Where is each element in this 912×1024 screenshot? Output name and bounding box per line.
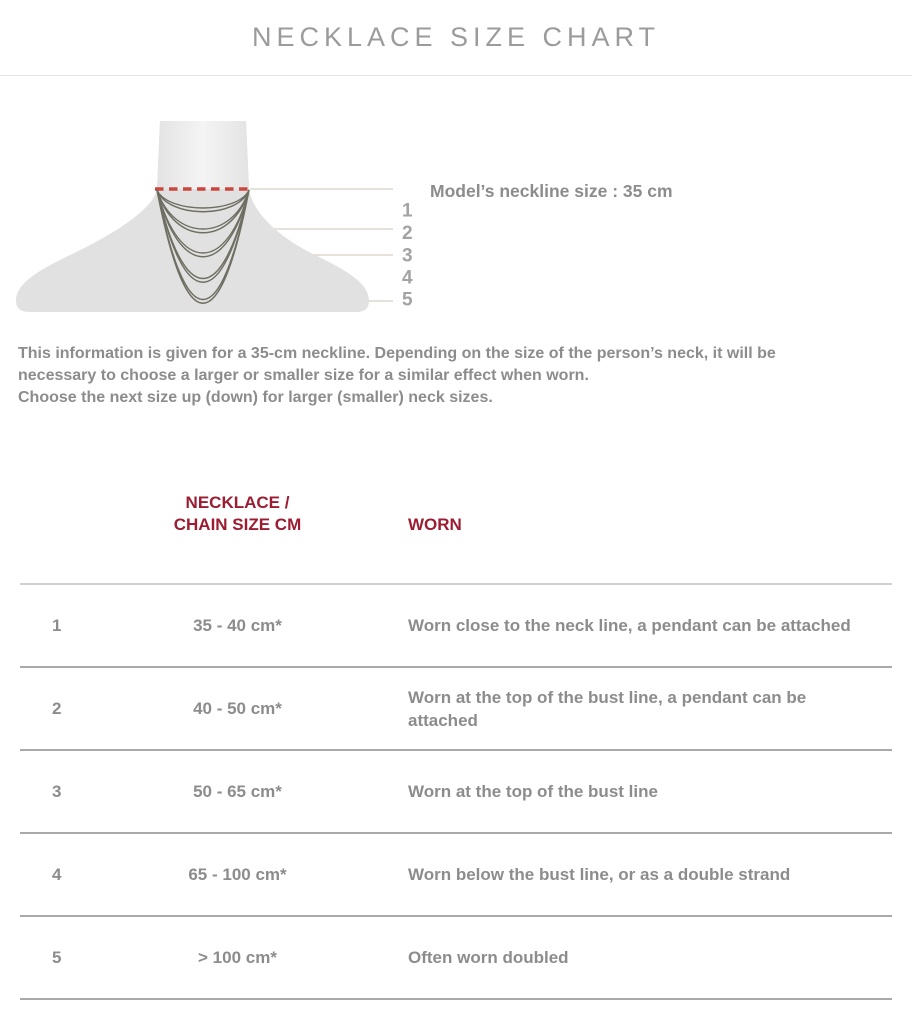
page-title: NECKLACE SIZE CHART [251,22,661,52]
neck-highlight [157,121,249,189]
row-size: 40 - 50 cm* [193,698,282,718]
table-header [20,492,892,536]
intro-line-3: Choose the next size up (down) for larger (smaller) neck sizes. [18,389,493,406]
intro-paragraph [18,343,894,409]
page-header [0,0,912,76]
table-row [20,585,892,668]
row-number: 1 [52,615,62,635]
row-worn: Worn below the bust line, or as a double strand [408,865,791,884]
row-worn: Often worn doubled [408,948,569,967]
row-worn: Worn at the top of the bust line [408,782,658,801]
diagram-size-numbers [402,201,413,311]
diagram-number-1: 1 [402,200,413,222]
diagram-number-2: 2 [402,223,413,244]
model-neckline-label: Model’s neckline size : 35 cm [430,181,673,201]
column-header-size-line2: CHAIN SIZE CM [173,515,302,534]
row-worn: Worn close to the neck line, a pendant can be attached [408,616,851,635]
column-header-size [120,492,355,536]
row-size: 35 - 40 cm* [193,615,282,635]
intro-line-1: This information is given for a 35-cm neckline. Depending on the size of the person’s neck, it will be [18,345,776,362]
row-size: 50 - 65 cm* [193,781,282,801]
diagram-number-5: 5 [402,289,413,311]
table-row [20,834,892,917]
row-number: 3 [52,781,62,801]
row-size: > 100 cm* [198,947,277,967]
size-table [20,583,892,1000]
row-number: 2 [52,698,62,718]
row-number: 4 [52,864,62,884]
row-worn: Worn at the top of the bust line, a pendant can be attached [408,687,807,730]
row-number: 5 [52,947,62,967]
table-row [20,917,892,1000]
intro-line-2: necessary to choose a larger or smaller size for a similar effect when worn. [18,367,589,384]
column-header-worn: WORN [408,515,462,534]
diagram-number-4: 4 [402,267,413,289]
table-row [20,668,892,751]
diagram-number-3: 3 [402,245,413,267]
row-size: 65 - 100 cm* [188,864,287,884]
column-header-size-line1: NECKLACE / [185,493,290,512]
neckline-diagram [0,115,912,320]
table-row [20,751,892,834]
neckline-diagram-svg [0,115,420,315]
